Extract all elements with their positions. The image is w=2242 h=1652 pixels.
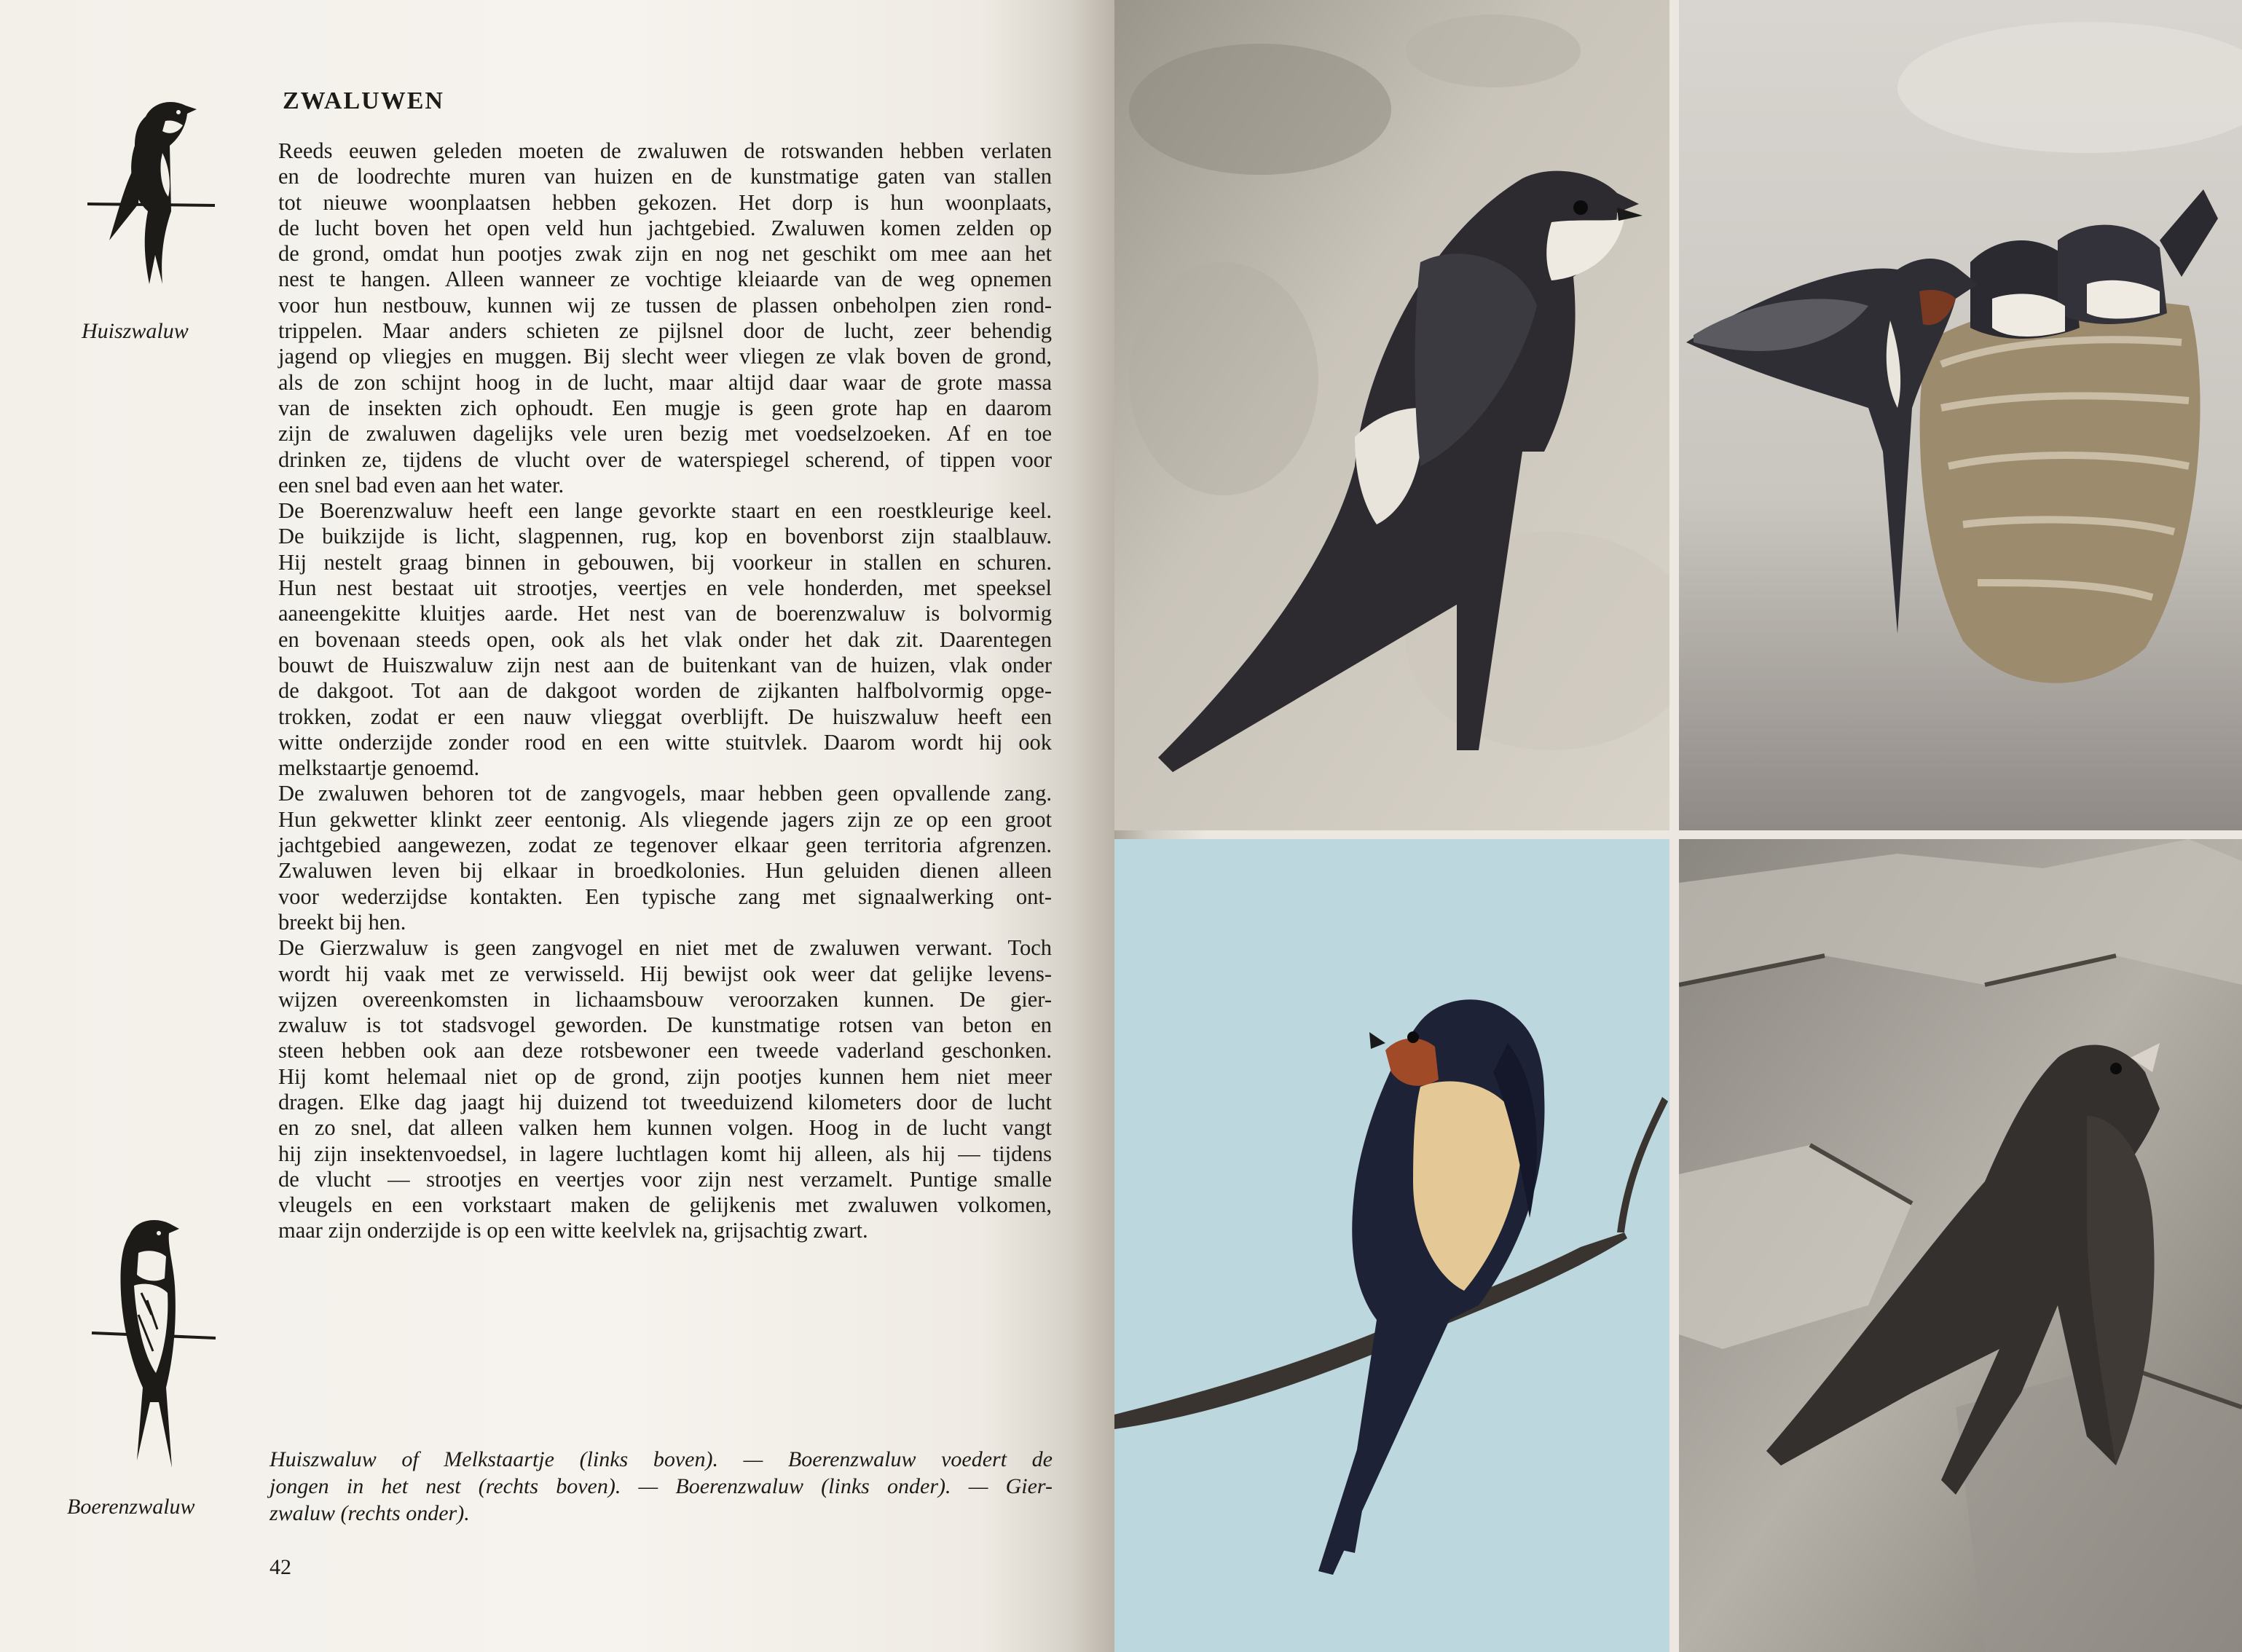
body-text-line: jachtgebied aangewezen, zodat ze tegenover elkaar geen territoria afgrenzen. <box>278 833 1052 858</box>
body-text-line: de dakgoot. Tot aan de dakgoot worden de zijkanten halfbolvormig opge- <box>278 678 1052 704</box>
body-text-line: Zwaluwen leven bij elkaar in broedkolonies. Hun geluiden dienen alleen <box>278 858 1052 884</box>
barn-swallow-sketch-icon <box>86 1213 221 1479</box>
body-text-line: hij zijn insektenvoedsel, in lagere luchtlagen komt hij alleen, als hij — tijdens <box>278 1141 1052 1166</box>
barn-swallow-label: Boerenzwaluw <box>67 1495 195 1519</box>
body-text-line: De buikzijde is licht, slagpennen, rug, kop en bovenborst zijn staalblauw. <box>278 524 1052 549</box>
body-text-line: bouwt de Huiszwaluw zijn nest aan de buitenkant van de huizen, vlak onder <box>278 652 1052 677</box>
house-martin-label: Huiszwaluw <box>82 319 189 343</box>
photo-barn-swallow-nest <box>1679 0 2242 830</box>
body-text-line: een snel bad even aan het water. <box>278 472 565 497</box>
body-text-line: jagend op vliegjes en muggen. Bij slecht weer vliegen ze vlak boven de grond, <box>278 344 1052 369</box>
body-text-line: nest te hangen. Alleen wanneer ze vochtige kleiaarde van de weg opnemen <box>278 267 1052 292</box>
photo-swift-on-rock <box>1679 839 2242 1652</box>
body-text-line: Hun gekwetter klinkt zeer eentonig. Als vliegende jagers zijn ze op een groot <box>278 806 1052 832</box>
house-martin-sketch-icon <box>76 87 222 299</box>
body-text-line: van de insekten zich ophoudt. Een mugje is geen grote hap en daarom <box>278 395 1052 420</box>
body-text-line: voor hun nestbouw, kunnen wij ze tussen de plassen onbeholpen zien rond- <box>278 292 1052 318</box>
photo-caption <box>270 1446 1053 1527</box>
page-number: 42 <box>270 1555 291 1579</box>
body-text-line: De zwaluwen behoren tot de zangvogels, maar hebben geen opvallende zang. <box>278 781 1052 806</box>
right-page <box>1114 0 2242 1652</box>
body-text-line: Reeds eeuwen geleden moeten de zwaluwen de rotswanden hebben verlaten <box>278 138 1052 163</box>
body-text-line: Hij komt helemaal niet op de grond, zijn pootjes kunnen hem niet meer <box>278 1063 1052 1089</box>
body-text-line: wordt hij vaak met ze verwisseld. Hij bewijst ook weer dat gelijke levens- <box>278 961 1052 986</box>
body-text-line: de grond, omdat hun pootjes zwak zijn en nog net geschikt om mee aan het <box>278 241 1052 267</box>
body-text-line: als de zon schijnt hoog in de lucht, maar altijd daar waar de grote massa <box>278 369 1052 395</box>
left-page <box>0 0 1114 1652</box>
body-text-line: de vlucht — strootjes en veertjes voor zijn nest verzamelt. Puntige smalle <box>278 1166 1052 1192</box>
body-text-line: zwaluw is tot stadsvogel geworden. De kunstmatige rotsen van beton en <box>278 1012 1052 1038</box>
body-text-line: wijzen overeenkomsten in lichaamsbouw veroorzaken kunnen. De gier- <box>278 986 1052 1012</box>
body-text-line: maar zijn onderzijde is op een witte keelvlek na, grijsachtig zwart. <box>278 1218 868 1243</box>
photo-house-martin <box>1114 0 1669 830</box>
body-text-line: aaneengekitte kluitjes aarde. Het nest van de boerenzwaluw is bolvormig <box>278 601 1052 626</box>
body-text-line: melkstaartje genoemd. <box>278 755 480 781</box>
body-text <box>278 138 1052 1244</box>
body-text-line: breekt bij hen. <box>278 909 406 935</box>
body-text-line: dragen. Elke dag jaagt hij duizend tot tweeduizend kilometers door de lucht <box>278 1089 1052 1114</box>
body-text-line: steen hebben ook aan deze rotsbewoner een tweede vaderland geschonken. <box>278 1038 1052 1063</box>
body-text-line: de lucht boven het open veld hun jachtgebied. Zwaluwen komen zelden op <box>278 215 1052 240</box>
body-text-line: drinken ze, tijdens de vlucht over de waterspiegel scherend, of tippen voor <box>278 447 1052 472</box>
body-text-line: vleugels en een vorkstaart maken de gelijkenis met zwaluwen volkomen, <box>278 1192 1052 1218</box>
caption-line: Huiszwaluw of Melkstaartje (links boven). — Boerenzwaluw voedert de <box>270 1447 1053 1471</box>
body-text-line: tot nieuwe woonplaatsen hebben gekozen. Het dorp is hun woonplaats, <box>278 189 1052 215</box>
body-text-line: De Gierzwaluw is geen zangvogel en niet met de zwaluwen verwant. Toch <box>278 935 1052 961</box>
body-text-line: zijn de zwaluwen dagelijks vele uren bezig met voedselzoeken. Af en toe <box>278 421 1052 447</box>
page-title: ZWALUWEN <box>283 87 444 114</box>
body-text-line: witte onderzijde zonder rood en een witte stuitvlek. Daarom wordt hij ook <box>278 729 1052 755</box>
body-text-line: Hij nestelt graag binnen in gebouwen, bij voorkeur in stallen en schuren. <box>278 549 1052 575</box>
caption-line: zwaluw (rechts onder). <box>270 1501 470 1525</box>
body-text-line: en de loodrechte muren van huizen en de kunstmatige gaten van stallen <box>278 164 1052 189</box>
body-text-line: en zo snel, dat alleen valken hem kunnen volgen. Hoog in de lucht vangt <box>278 1115 1052 1141</box>
body-text-line: Hun nest bestaat uit strootjes, veertjes en vele honderden, met speeksel <box>278 575 1052 601</box>
caption-line: jongen in het nest (rechts boven). — Boerenzwaluw (links onder). — Gier- <box>270 1474 1053 1498</box>
body-text-line: trokken, zodat er een nauw vlieggat overblijft. De huiszwaluw heeft een <box>278 704 1052 729</box>
body-text-line: trippelen. Maar anders schieten ze pijlsnel door de lucht, zeer behendig <box>278 318 1052 344</box>
body-text-line: en bovenaan steeds open, ook als het vlak onder het dak zit. Daarentegen <box>278 626 1052 652</box>
body-text-line: De Boerenzwaluw heeft een lange gevorkte staart en een roestkleurige keel. <box>278 498 1052 524</box>
body-text-line: voor wederzijdse kontakten. Een typische zang met signaalwerking ont- <box>278 884 1052 909</box>
photo-barn-swallow-branch <box>1114 839 1669 1652</box>
